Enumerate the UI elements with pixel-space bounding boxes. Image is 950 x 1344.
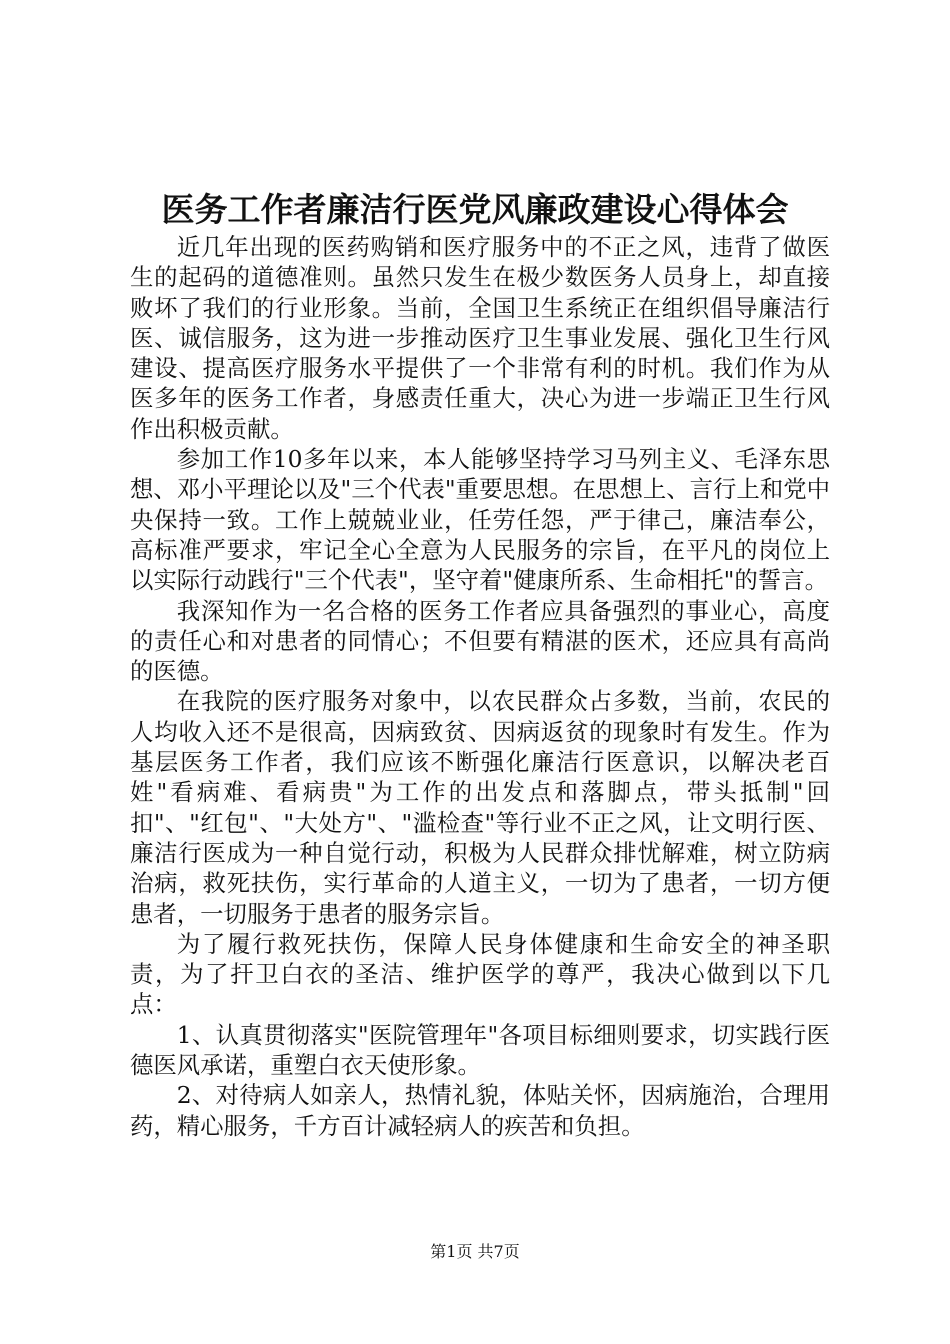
paragraph: 近几年出现的医药购销和医疗服务中的不正之风，违背了做医生的起码的道德准则。虽然只发生在极少数医务人员身上，却直接败坏了我们的行业形象。当前，全国卫生系统正在组织倡导廉洁行医、诚信服务，这为进一步推动医疗卫生事业发展、强化卫生行风建设、提高医疗服务水平提供了一个非常有利的时机。我们作为从医多年的医务工作者，身感责任重大，决心为进一步端正卫生行风作出积极贡献。: [130, 233, 830, 443]
paragraph: 我深知作为一名合格的医务工作者应具备强烈的事业心，高度的责任心和对患者的同情心；不但要有精湛的医术，还应具有高尚的医德。: [130, 596, 830, 686]
document-title: 医务工作者廉洁行医党风廉政建设心得体会: [161, 190, 789, 229]
list-item: 1、认真贯彻落实"医院管理年"各项目标细则要求，切实践行医德医风承诺，重塑白衣天使形象。: [130, 1020, 830, 1080]
document-body: [130, 232, 830, 1141]
paragraph: 为了履行救死扶伤，保障人民身体健康和生命安全的神圣职责，为了扞卫白衣的圣洁、维护医学的尊严，我决心做到以下几点：: [130, 929, 830, 1019]
paragraph: 在我院的医疗服务对象中，以农民群众占多数，当前，农民的人均收入还不是很高，因病致贫、因病返贫的现象时有发生。作为基层医务工作者，我们应该不断强化廉洁行医意识，以解决老百姓"看病难、看病贵"为工作的出发点和落脚点，带头抵制"回扣"、"红包"、"大处方"、"滥检查"等行业不正之风，让文明行医、廉洁行医成为一种自觉行动，积极为人民群众排忧解难，树立防病治病，救死扶伤，实行革命的人道主义，一切为了患者，一切方便患者，一切服务于患者的服务宗旨。: [130, 687, 830, 928]
list-item: 2、对待病人如亲人，热情礼貌，体贴关怀，因病施治，合理用药，精心服务，千方百计减轻病人的疾苦和负担。: [130, 1081, 830, 1140]
page-number-footer: 第1页 共7页: [430, 1242, 520, 1261]
paragraph: 参加工作10多年以来，本人能够坚持学习马列主义、毛泽东思想、邓小平理论以及"三个代表"重要思想。在思想上、言行上和党中央保持一致。工作上兢兢业业，任劳任怨，严于律己，廉洁奉公，高标准严要求，牢记全心全意为人民服务的宗旨，在平凡的岗位上以实际行动践行"三个代表"，坚守着"健康所系、生命相托"的誓言。: [130, 445, 830, 595]
